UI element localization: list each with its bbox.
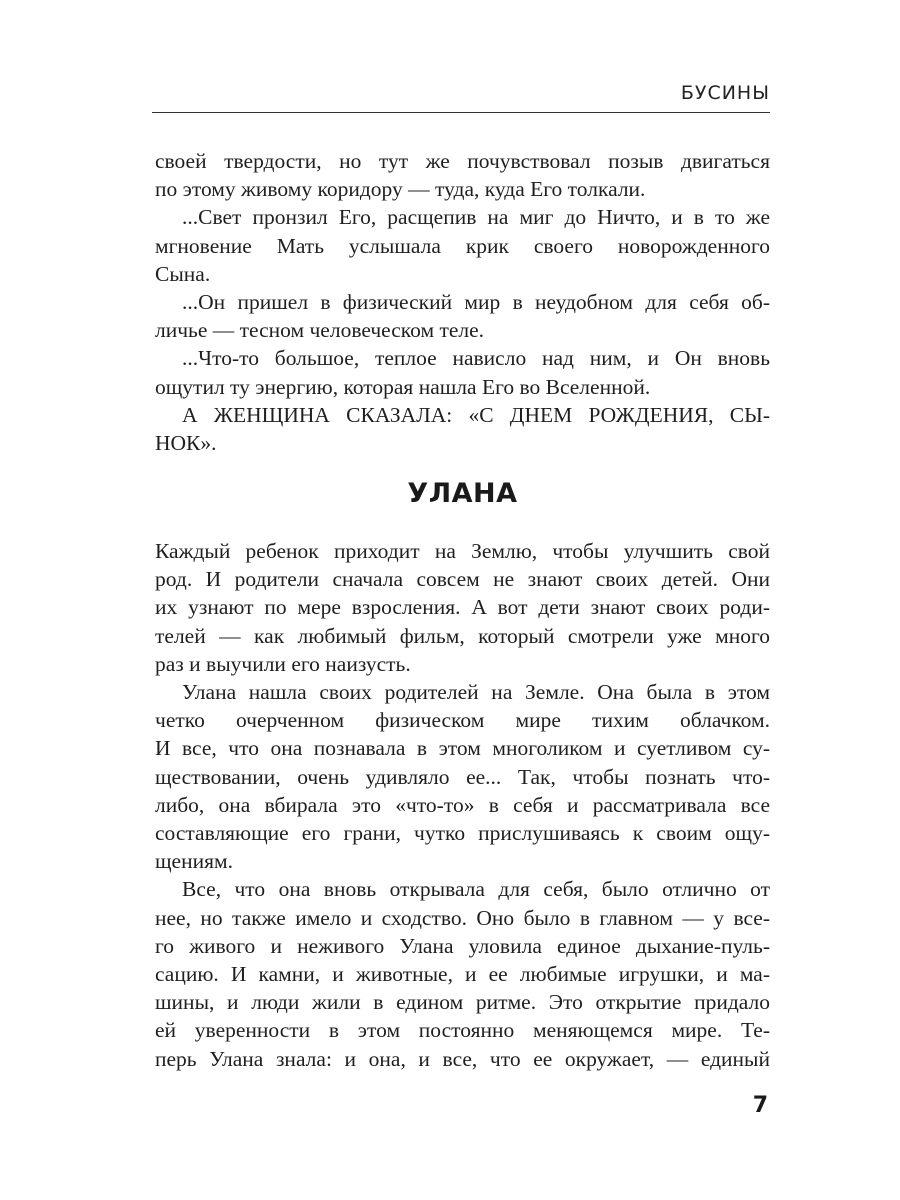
- text-line: раз и выучили его наизусть.: [155, 651, 411, 676]
- text-line: ...Что-то большое, теплое нависло над ним, и Он вновь: [182, 346, 770, 371]
- text-line: ощутил ту энергию, которая нашла Его во Вселенной.: [155, 374, 651, 399]
- text-line: нее, но также имело и сходство. Оно было в главном — у все-: [155, 905, 770, 930]
- text-line: Все, что она вновь открывала для себя, было отлично от: [182, 877, 770, 902]
- text-line: своей твердости, но тут же почувствовал позыв двигаться: [155, 149, 770, 173]
- text-line: личье — тесном человеческом теле.: [155, 318, 485, 343]
- top-text-block: [155, 147, 770, 457]
- text-line: их узнают по мере взросления. А вот дети знают своих роди-: [155, 595, 770, 620]
- text-line: Сына.: [155, 261, 211, 286]
- text-line: НОК».: [155, 431, 217, 456]
- text-line: ...Он пришел в физический мир в неудобном для себя об-: [182, 290, 770, 315]
- page-number: 7: [752, 1093, 768, 1118]
- header-rule: [152, 112, 770, 113]
- running-head-title: БУСИНЫ: [680, 82, 770, 104]
- text-line: И все, что она познавала в этом многоликом и суетливом су-: [155, 736, 770, 761]
- body-text-block: [155, 537, 770, 1073]
- text-line: сацию. И камни, и животные, и ее любимые игрушки, и ма-: [155, 962, 770, 987]
- text-line: шины, и люди жили в едином ритме. Это открытие придало: [155, 990, 770, 1015]
- text-line: телей — как любимый фильм, который смотрели уже много: [155, 623, 770, 648]
- text-line: мгновение Мать услышала крик своего новорожденного: [155, 233, 770, 258]
- text-line: составляющие его грани, чутко прислушиваясь к своим ощу-: [155, 821, 770, 846]
- section-title: УЛАНА: [407, 478, 518, 509]
- text-line: А ЖЕНЩИНА СКАЗАЛА: «С ДНЕМ РОЖДЕНИЯ, СЫ-: [182, 402, 770, 427]
- text-line: Каждый ребенок приходит на Землю, чтобы улучшить свой: [155, 539, 770, 563]
- text-line: четко очерченном физическом мире тихим облачком.: [155, 708, 770, 733]
- text-line: ...Свет пронзил Его, расщепив на миг до Ничто, и в то же: [182, 205, 770, 230]
- text-line: перь Улана знала: и она, и все, что ее окружает, — единый: [155, 1046, 770, 1071]
- text-line: либо, она вбирала это «что-то» в себя и рассматривала все: [155, 792, 770, 817]
- text-line: по этому живому коридору — туда, куда Его толкали.: [155, 177, 646, 202]
- text-line: ществовании, очень удивляло ее... Так, чтобы познать что-: [155, 764, 770, 789]
- text-line: Улана нашла своих родителей на Земле. Она была в этом: [182, 680, 770, 705]
- text-line: го живого и неживого Улана уловила единое дыхание-пуль-: [155, 933, 770, 958]
- text-line: ей уверенности в этом постоянно меняющемся мире. Те-: [155, 1018, 770, 1043]
- text-line: род. И родители сначала совсем не знают своих детей. Они: [155, 567, 770, 592]
- text-line: щениям.: [155, 849, 233, 874]
